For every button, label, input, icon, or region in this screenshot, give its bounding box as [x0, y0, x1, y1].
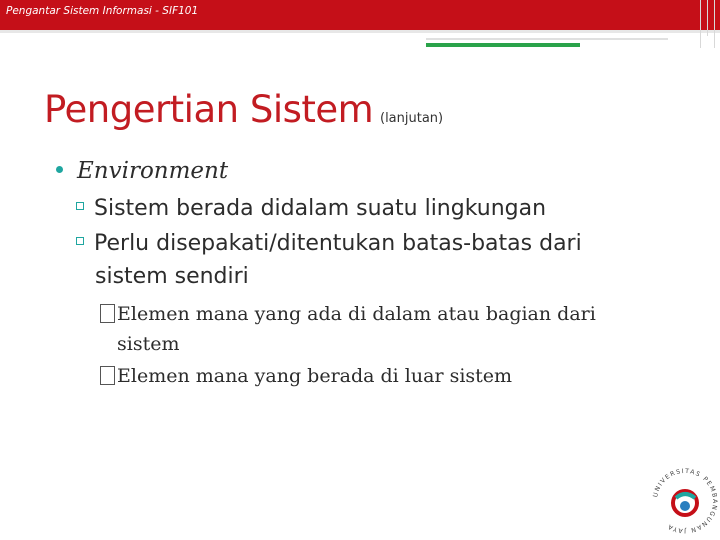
subpoint-2 [76, 231, 582, 256]
missing-glyph-icon [100, 304, 115, 323]
missing-glyph-icon [100, 366, 115, 385]
subpoint-text: Perlu disepakati/ditentukan batas-batas dari [94, 231, 582, 256]
square-bullet-icon [76, 202, 84, 210]
square-bullet-icon [76, 237, 84, 245]
subsubpoint-1 [100, 303, 596, 325]
subpoint-1 [76, 196, 546, 221]
bullet-dot-icon [56, 166, 63, 173]
subpoint-2-continuation: sistem sendiri [95, 264, 249, 289]
course-label: Pengantar Sistem Informasi - SIF101 [6, 5, 199, 17]
bullet-environment [56, 158, 228, 184]
subsubpoint-1-continuation: sistem [117, 333, 180, 355]
page-title: Pengertian Sistem [44, 88, 374, 131]
university-logo-icon [650, 466, 720, 536]
accent-line-gray [426, 38, 668, 40]
title-suffix: (lanjutan) [380, 111, 444, 126]
bullet-label: Environment [77, 158, 229, 184]
svg-text:UNIVERSITAS PEMBANGUNAN JAYA: UNIVERSITAS PEMBANGUNAN JAYA [652, 467, 719, 535]
subpoint-text: Sistem berada didalam suatu lingkungan [94, 196, 547, 221]
subsubpoint-text: Elemen mana yang berada di luar sistem [117, 365, 513, 387]
subsubpoint-2 [100, 365, 512, 387]
accent-line-green [426, 43, 580, 47]
subsubpoint-text: Elemen mana yang ada di dalam atau bagian dari [117, 303, 596, 325]
header-divider [0, 30, 720, 33]
